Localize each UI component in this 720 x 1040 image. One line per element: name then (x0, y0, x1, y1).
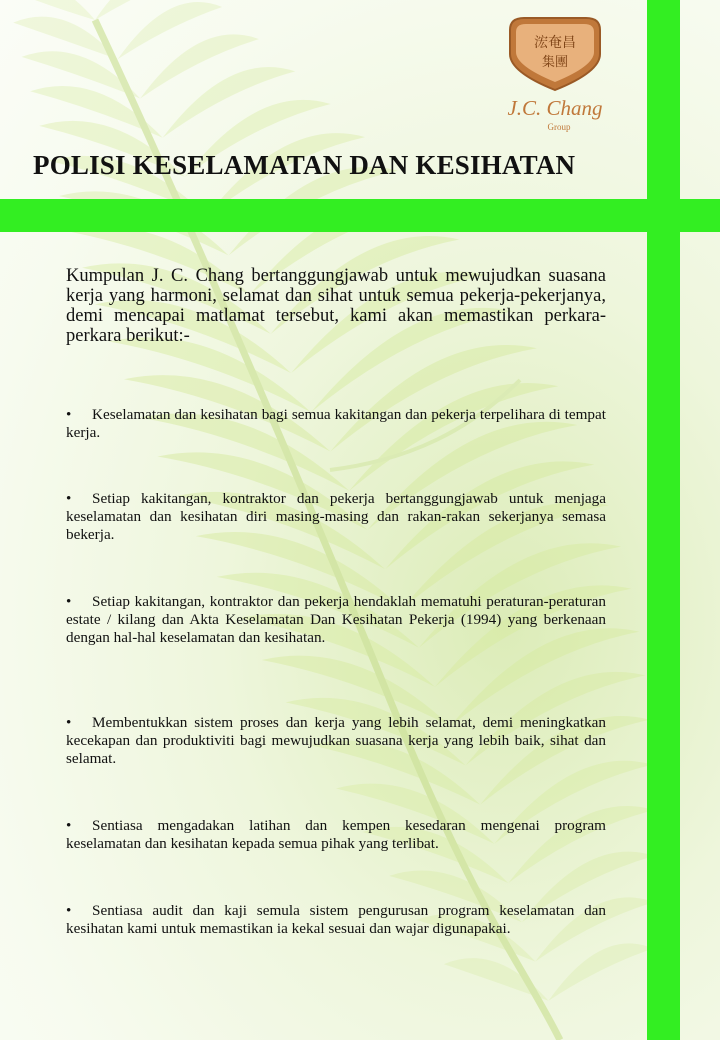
bullet-icon: • (66, 817, 72, 834)
policy-item-text: Sentiasa mengadakan latihan dan kempen kesedaran mengenai program keselamatan dan kesihatan kepada semua pihak yang terlibat. (66, 817, 606, 852)
policy-item-text: Setiap kakitangan, kontraktor dan pekerja hendaklah mematuhi peraturan-peraturan estate / kilang dan Akta Keselamatan Dan Kesihatan Pekerja (1994) yang berkenaan dengan hal-hal keselamatan dan kesihatan. (66, 593, 606, 646)
policy-item (66, 714, 606, 768)
svg-text:J.C. Chang: J.C. Chang (507, 96, 603, 120)
policy-item (66, 817, 606, 853)
jc-chang-logo (496, 14, 614, 134)
policy-item-text: Membentukkan sistem proses dan kerja yang lebih selamat, demi meningkatkan kecekapan dan produktiviti bagi mewujudkan suasana kerja yang lebih baik, sihat dan selamat. (66, 714, 606, 767)
policy-item-text: Sentiasa audit dan kaji semula sistem pengurusan program keselamatan dan kesihatan kami untuk memastikan ia kekal sesuai dan wajar digunapakai. (66, 902, 606, 937)
svg-text:Group: Group (547, 122, 571, 132)
policy-item (66, 406, 606, 442)
policy-item-text: Keselamatan dan kesihatan bagi semua kakitangan dan pekerja terpelihara di tempat kerja. (66, 406, 606, 441)
green-vertical-bar (647, 0, 680, 1040)
bullet-icon: • (66, 406, 72, 423)
bullet-icon: • (66, 902, 72, 919)
policy-item (66, 593, 606, 647)
svg-text:浤奄昌: 浤奄昌 (534, 35, 576, 51)
svg-text:集團: 集團 (541, 55, 569, 70)
intro-paragraph: Kumpulan J. C. Chang bertanggungjawab untuk mewujudkan suasana kerja yang harmoni, selamat dan sihat untuk semua pekerja-pekerjanya, demi mencapai matlamat tersebut, kami akan memastikan perkara-perkara berikut:- (66, 266, 606, 346)
bullet-icon: • (66, 714, 72, 731)
green-horizontal-bar (0, 199, 720, 232)
page-title: POLISI KESELAMATAN DAN KESIHATAN (33, 150, 576, 180)
policy-item-text: Setiap kakitangan, kontraktor dan pekerja bertanggungjawab untuk menjaga keselamatan dan kesihatan diri masing-masing dan rakan-rakan sekerjanya semasa bekerja. (66, 490, 606, 543)
policy-item (66, 490, 606, 544)
bullet-icon: • (66, 490, 72, 507)
bullet-icon: • (66, 593, 72, 610)
policy-item (66, 902, 606, 938)
